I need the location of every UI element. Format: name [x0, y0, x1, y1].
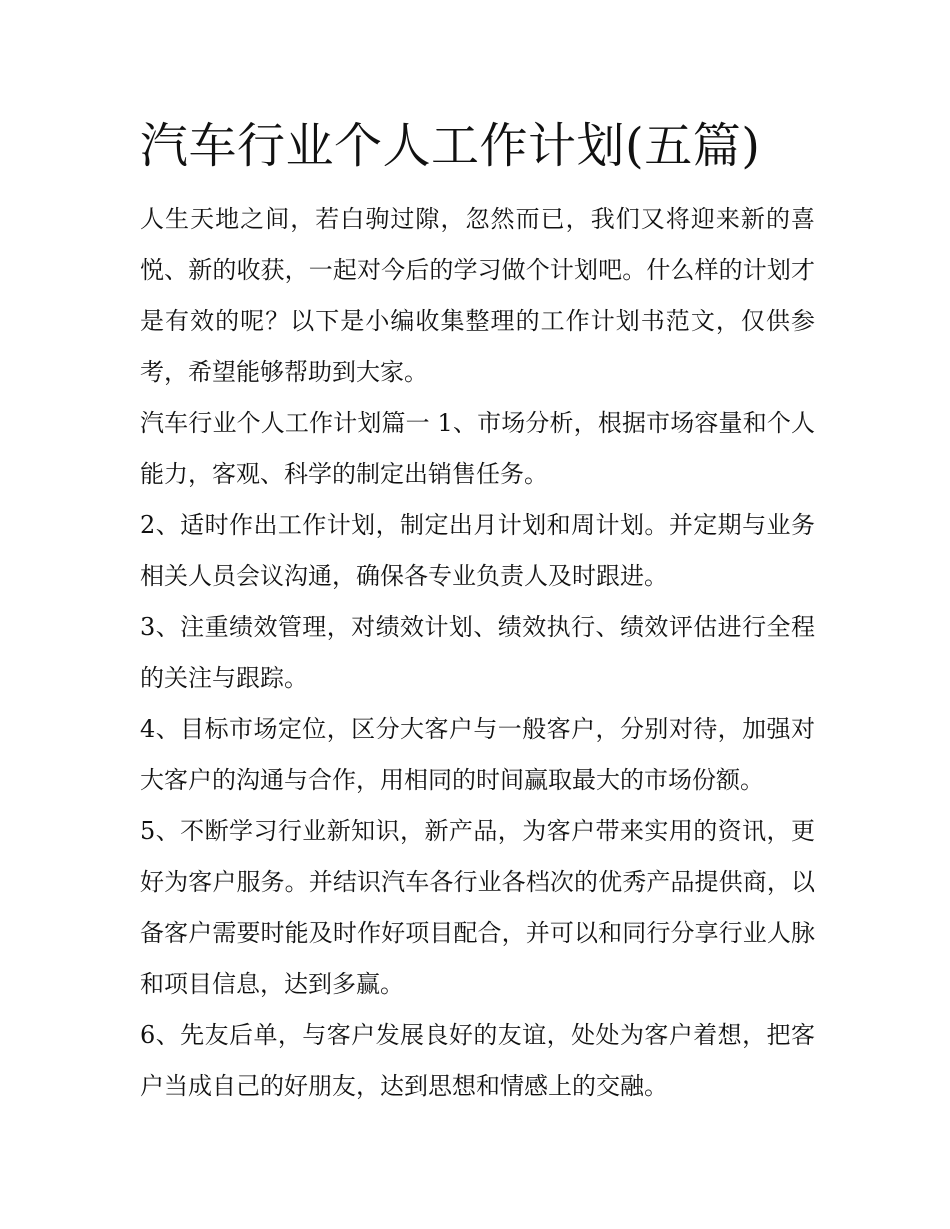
plan-item-3: 3、注重绩效管理，对绩效计划、绩效执行、绩效评估进行全程的关注与跟踪。 [140, 613, 815, 692]
plan-item-5: 5、不断学习行业新知识，新产品，为客户带来实用的资讯，更好为客户服务。并结识汽车各行业各档次的优秀产品提供商，以备客户需要时能及时作好项目配合，并可以和同行分享行业人脉和项目信息，达到多赢。 [140, 817, 815, 998]
intro-paragraph: 人生天地之间，若白驹过隙，忽然而已，我们又将迎来新的喜悦、新的收获，一起对今后的学习做个计划吧。什么样的计划才是有效的呢？以下是小编收集整理的工作计划书范文，仅供参考，希望能够帮助到大家。 [140, 205, 815, 386]
document-page [140, 110, 815, 1112]
plan-item-4: 4、目标市场定位，区分大客户与一般客户，分别对待，加强对大客户的沟通与合作，用相同的时间赢取最大的市场份额。 [140, 715, 815, 794]
document-title: 汽车行业个人工作计划(五篇) [140, 118, 761, 174]
plan-item-6: 6、先友后单，与客户发展良好的友谊，处处为客户着想，把客户当成自己的好朋友，达到思想和情感上的交融。 [140, 1021, 815, 1100]
plan-item-1: 汽车行业个人工作计划篇一 1、市场分析，根据市场容量和个人能力，客观、科学的制定出销售任务。 [140, 409, 815, 488]
plan-item-2: 2、适时作出工作计划，制定出月计划和周计划。并定期与业务相关人员会议沟通，确保各专业负责人及时跟进。 [140, 511, 815, 590]
